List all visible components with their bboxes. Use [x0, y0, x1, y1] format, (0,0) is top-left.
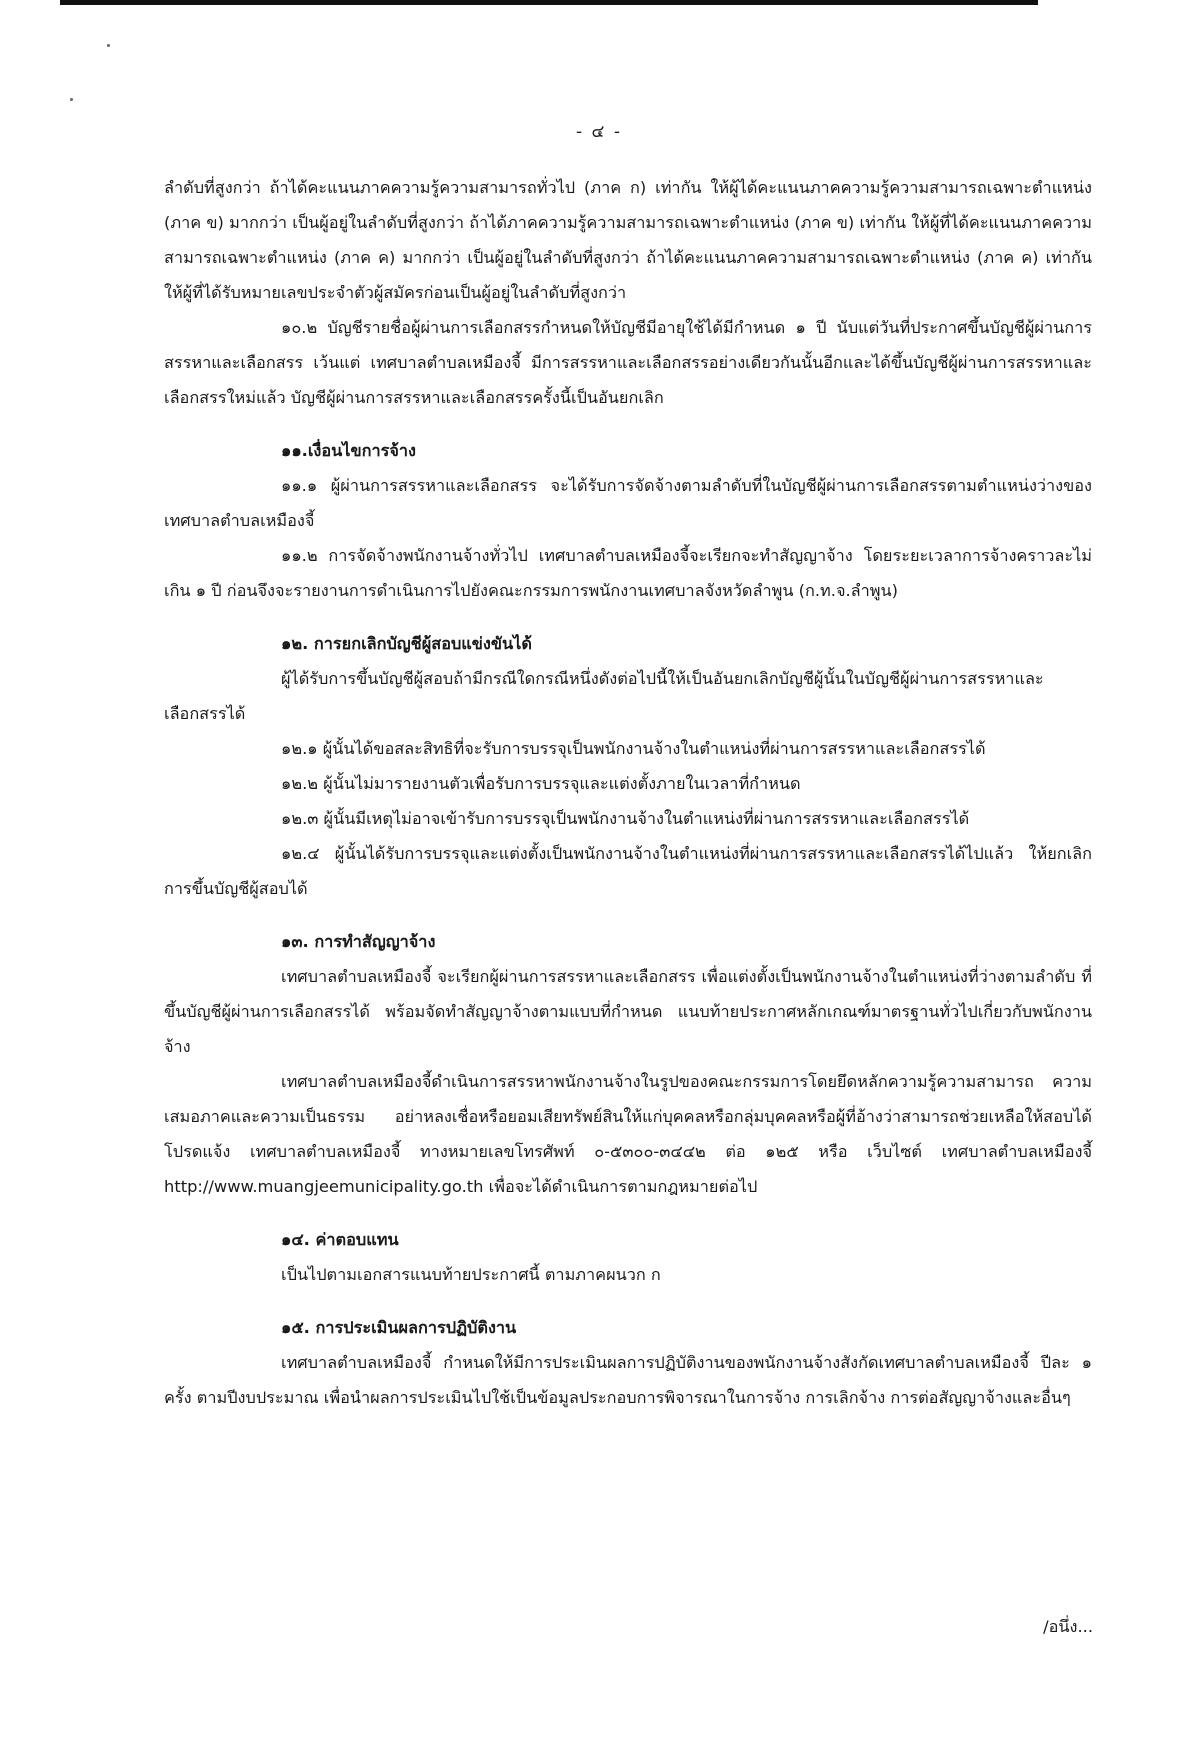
paragraph: เทศบาลตำบลเหมืองจี้ดำเนินการสรรหาพนักงานจ้างในรูปของคณะกรรมการโดยยึดหลักความรู้ความสามารถ ความเสมอภาคและความเป็นธรรม อย่าหลงเชื่อหรือยอมเสียทรัพย์สินให้แก่บุคคลหรือกลุ่มบุคคลหรือผู้ที่อ้างว่าสามารถช่วยเหลือให้สอบได้ โปรดแจ้ง เทศบาลตำบลเหมืองจี้ ทางหมายเลขโทรศัพท์ ๐-๕๓๐๐-๓๔๔๒ ต่อ ๑๒๕ หรือ เว็บไซต์ เทศบาลตำบลเหมืองจี้ http://www.muangjeemunicipality.go.th เพื่อจะได้ดำเนินการตามกฎหมายต่อไป	[164, 1072, 1092, 1196]
paragraph: ๑๒.๓ ผู้นั้นมีเหตุไม่อาจเข้ารับการบรรจุเป็นพนักงานจ้างในตำแหน่งที่ผ่านการสรรหาและเลือกสรรได้	[281, 809, 970, 828]
document-body	[164, 170, 1092, 1415]
section-heading: ๑๔. ค่าตอบแทน	[281, 1230, 399, 1249]
paragraph: เป็นไปตามเอกสารแนบท้ายประกาศนี้ ตามภาคผนวก ก	[281, 1265, 661, 1284]
paragraph: ๑๑.๒ การจัดจ้างพนักงานจ้างทั่วไป เทศบาลตำบลเหมืองจี้จะเรียกจะทำสัญญาจ้าง โดยระยะเวลาการจ้างคราวละไม่เกิน ๑ ปี ก่อนจึงจะรายงานการดำเนินการไปยังคณะกรรมการพนักงานเทศบาลจังหวัดลำพูน (ก.ท.จ.ลำพูน)	[164, 546, 1092, 600]
continuation-marker: /อนึ่ง...	[1043, 1617, 1093, 1636]
scan-speck	[70, 98, 73, 101]
paragraph: ๑๐.๒ บัญชีรายชื่อผู้ผ่านการเลือกสรรกำหนดให้บัญชีมีอายุใช้ได้มีกำหนด ๑ ปี นับแต่วันที่ประกาศขึ้นบัญชีผู้ผ่านการสรรหาและเลือกสรร เว้นแต่ เทศบาลตำบลเหมืองจี้ มีการสรรหาและเลือกสรรอย่างเดียวกันนั้นอีกและได้ขึ้นบัญชีผู้ผ่านการสรรหาและเลือกสรรใหม่แล้ว บัญชีผู้ผ่านการสรรหาและเลือกสรรครั้งนี้เป็นอันยกเลิก	[164, 318, 1092, 407]
paragraph: ๑๒.๔ ผู้นั้นได้รับการบรรจุและแต่งตั้งเป็นพนักงานจ้างในตำแหน่งที่ผ่านการสรรหาและเลือกสรรได้ไปแล้ว ให้ยกเลิกการขึ้นบัญชีผู้สอบได้	[164, 844, 1092, 898]
section-heading: ๑๑.เงื่อนไขการจ้าง	[281, 441, 416, 460]
scan-edge-shadow	[60, 0, 1038, 5]
paragraph: ๑๑.๑ ผู้ผ่านการสรรหาและเลือกสรร จะได้รับการจัดจ้างตามลำดับที่ในบัญชีผู้ผ่านการเลือกสรรตามตำแหน่งว่างของเทศบาลตำบลเหมืองจี้	[164, 476, 1092, 530]
paragraph: ๑๒.๑ ผู้นั้นได้ขอสละสิทธิที่จะรับการบรรจุเป็นพนักงานจ้างในตำแหน่งที่ผ่านการสรรหาและเลือกสรรได้	[281, 739, 986, 758]
paragraph: เทศบาลตำบลเหมืองจี้ กำหนดให้มีการประเมินผลการปฏิบัติงานของพนักงานจ้างสังกัดเทศบาลตำบลเหมืองจี้ ปีละ ๑ ครั้ง ตามปีงบประมาณ เพื่อนำผลการประเมินไปใช้เป็นข้อมูลประกอบการพิจารณาในการจ้าง การเลิกจ้าง การต่อสัญญาจ้างและอื่นๆ	[164, 1353, 1092, 1407]
paragraph: เทศบาลตำบลเหมืองจี้ จะเรียกผู้ผ่านการสรรหาและเลือกสรร เพื่อแต่งตั้งเป็นพนักงานจ้างในตำแหน่งที่ว่างตามลำดับ ที่ขึ้นบัญชีผู้ผ่านการเลือกสรรได้ พร้อมจัดทำสัญญาจ้างตามแบบที่กำหนด แนบท้ายประกาศหลักเกณฑ์มาตรฐานทั่วไปเกี่ยวกับพนักงานจ้าง	[164, 967, 1092, 1056]
section-heading: ๑๒. การยกเลิกบัญชีผู้สอบแข่งขันได้	[281, 634, 532, 653]
scan-speck	[107, 44, 110, 47]
section-heading: ๑๕. การประเมินผลการปฏิบัติงาน	[281, 1318, 517, 1337]
page-number: - ๔ -	[576, 122, 622, 142]
section-heading: ๑๓. การทำสัญญาจ้าง	[281, 932, 436, 951]
paragraph: ผู้ได้รับการขึ้นบัญชีผู้สอบถ้ามีกรณีใดกรณีหนึ่งดังต่อไปนี้ให้เป็นอันยกเลิกบัญชีผู้นั้นในบัญชีผู้ผ่านการสรรหาและเลือกสรรได้	[164, 669, 1044, 723]
paragraph: ๑๒.๒ ผู้นั้นไม่มารายงานตัวเพื่อรับการบรรจุและแต่งตั้งภายในเวลาที่กำหนด	[281, 774, 801, 793]
paragraph: ลำดับที่สูงกว่า ถ้าได้คะแนนภาคความรู้ความสามารถทั่วไป (ภาค ก) เท่ากัน ให้ผู้ได้คะแนนภาคความรู้ความสามารถเฉพาะตำแหน่ง (ภาค ข) มากกว่า เป็นผู้อยู่ในลำดับที่สูงกว่า ถ้าได้ภาคความรู้ความสามารถเฉพาะตำแหน่ง (ภาค ข) เท่ากัน ให้ผู้ที่ได้คะแนนภาคความสามารถเฉพาะตำแหน่ง (ภาค ค) มากกว่า เป็นผู้อยู่ในลำดับที่สูงกว่า ถ้าได้คะแนนภาคความสามารถเฉพาะตำแหน่ง (ภาค ค) เท่ากัน ให้ผู้ที่ได้รับหมายเลขประจำตัวผู้สมัครก่อนเป็นผู้อยู่ในลำดับที่สูงกว่า	[164, 178, 1092, 302]
